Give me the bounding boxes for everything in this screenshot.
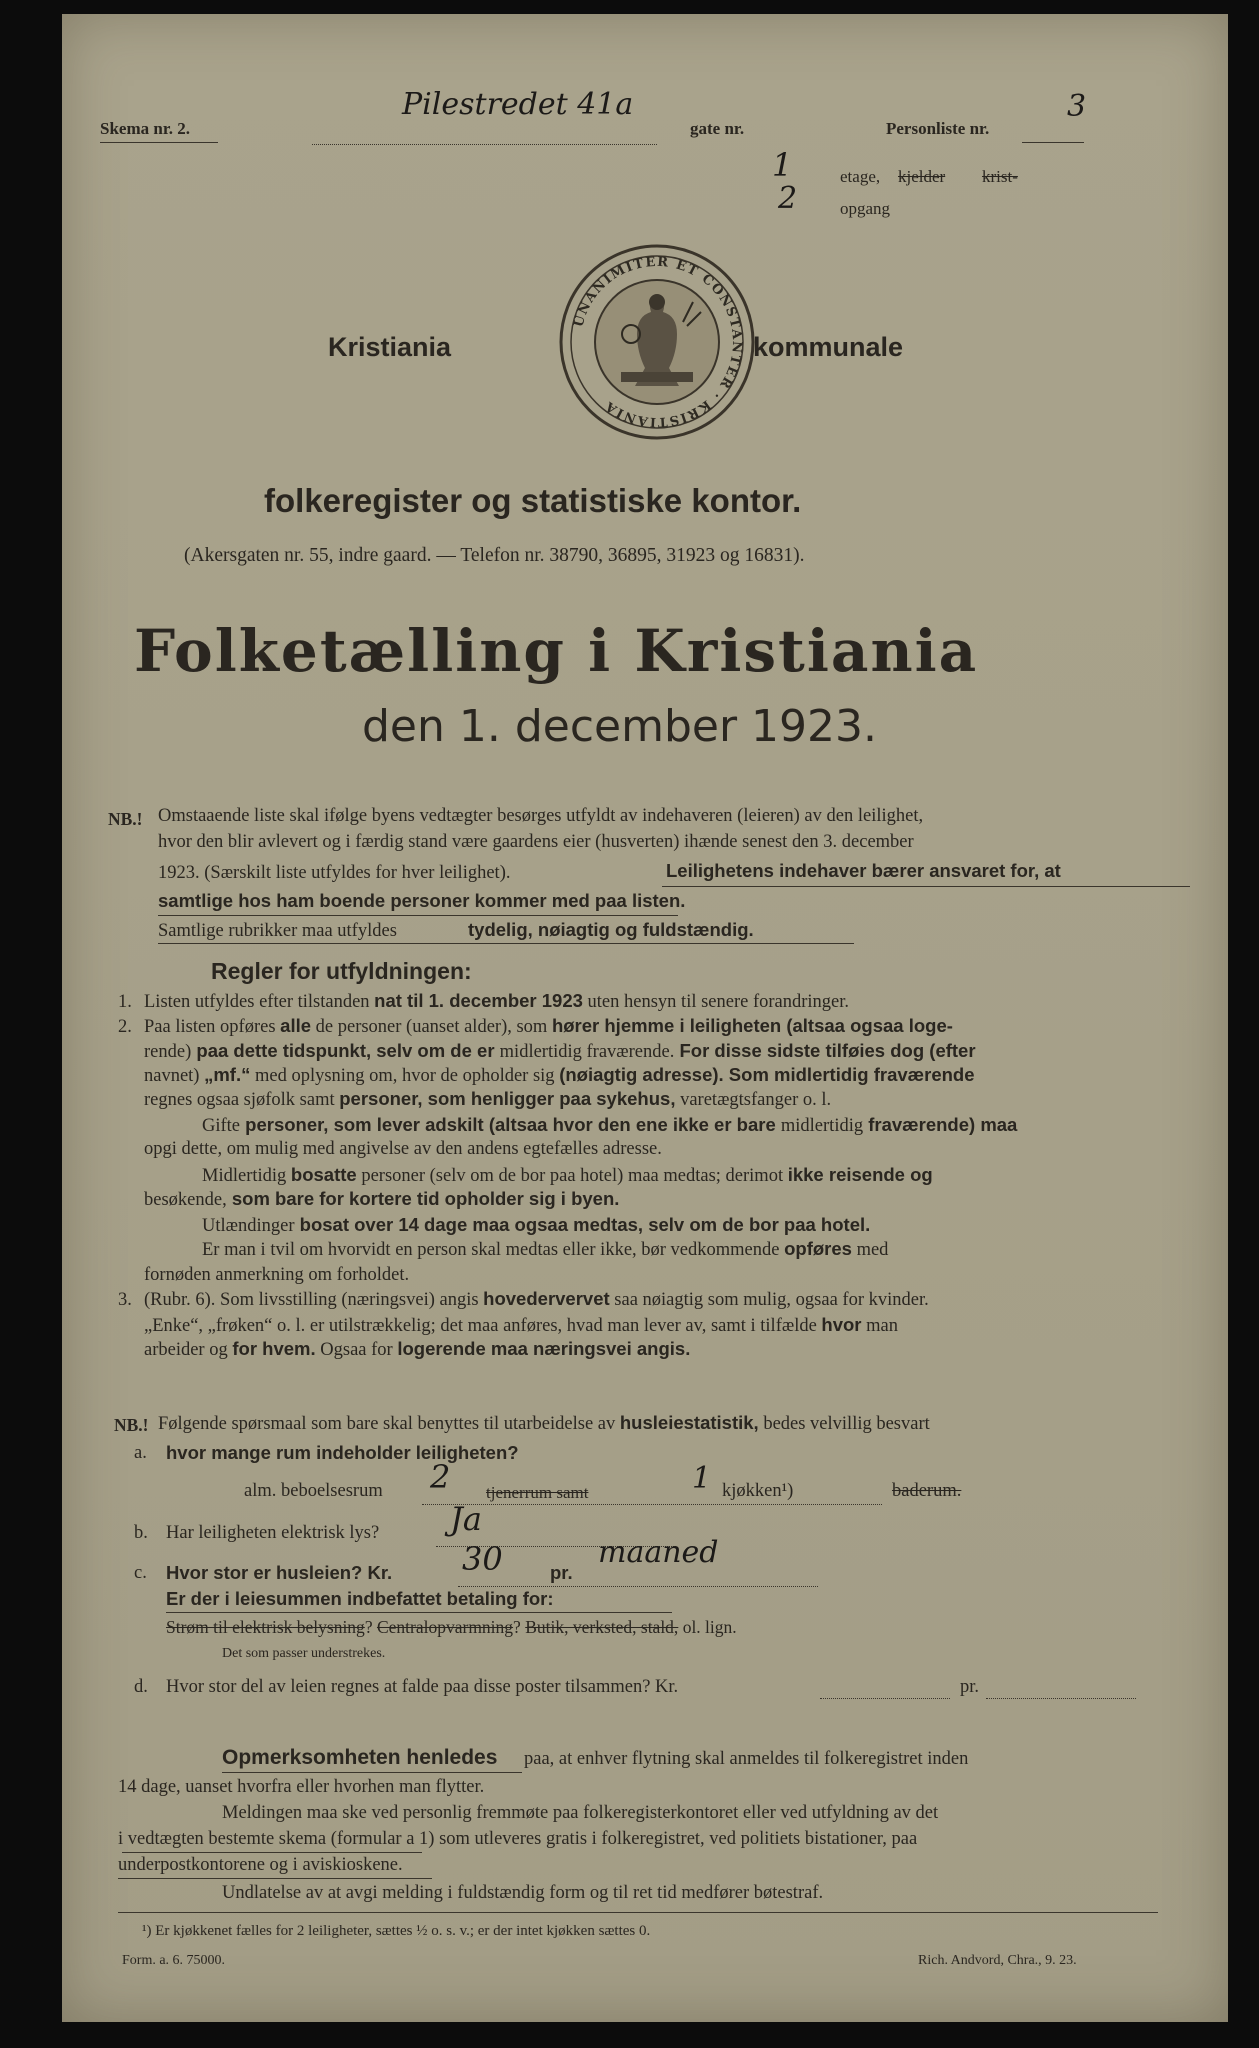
question-a-text: hvor mange rum indeholder leiligheten? — [166, 1442, 519, 1463]
rule-segment: hører hjemme i leiligheten (altsaa ogsaa loge- — [551, 1015, 953, 1036]
rule-line — [118, 1338, 690, 1361]
census-title: Folketælling i Kristiania — [134, 617, 979, 685]
rooms-label: alm. beboelsesrum — [244, 1481, 383, 1501]
rule-segment: navnet) — [144, 1066, 205, 1086]
kjelder-struck: kjelder — [898, 167, 946, 186]
nb1-line-4: samtlige hos ham boende personer kommer med paa listen. — [158, 890, 686, 911]
rule-segment: man — [861, 1316, 898, 1336]
rule-segment: Utlændinger — [202, 1216, 295, 1236]
rule-segment: varetægtsfanger o. l. — [675, 1090, 832, 1110]
rule-segment: besøkende, — [144, 1190, 227, 1210]
rule-segment: midlertidig — [780, 1116, 864, 1136]
rule-segment: uten hensyn til senere forandringer. — [582, 992, 850, 1012]
office-right-word: kommunale — [753, 332, 904, 362]
rule-segment: hvor — [821, 1314, 862, 1335]
rule-segment: alle — [280, 1015, 312, 1036]
notice-line-1: paa, at enhver flytning skal anmeldes til folkeregistret inden — [524, 1749, 969, 1769]
rule-segment: regnes ogsaa sjøfolk samt — [144, 1090, 340, 1110]
gate-nr-label: gate nr. — [690, 119, 745, 138]
census-date: den 1. december 1923. — [362, 701, 878, 752]
rule-segment: midlertidig fraværende. — [499, 1042, 675, 1062]
question-d-text: Hvor stor del av leien regnes at falde paa disse poster tilsammen? Kr. — [166, 1677, 679, 1697]
rule-segment: hovedervervet — [483, 1288, 610, 1309]
rule-segment: opføres — [784, 1238, 852, 1259]
nb2-label: NB.! — [114, 1415, 149, 1435]
nb1-line-3a: 1923. (Særskilt liste utfyldes for hver leilighet). — [158, 863, 511, 883]
rule-segment: personer (selv om de bor paa hotel) maa medtas; derimot — [356, 1166, 788, 1186]
census-form-page — [62, 14, 1228, 2022]
rule-segment: fornøden anmerkning om forholdet. — [144, 1265, 410, 1285]
opgang-label: opgang — [840, 199, 891, 218]
rule-segment: rende) — [144, 1042, 192, 1062]
rule-line — [118, 990, 849, 1013]
rule-segment: (Rubr. 6). Som livsstilling (næringsvei) angis — [144, 1290, 484, 1310]
rule-segment: som bare for kortere tid opholder sig i byen. — [226, 1188, 620, 1209]
kitchen-label: kjøkken¹) — [722, 1481, 794, 1501]
notice-line-3: Meldingen maa ske ved personlig fremmøte paa folkeregisterkontoret eller ved utfyldning av det — [222, 1803, 939, 1823]
rule-line — [118, 1015, 953, 1038]
rule-segment: arbeider og — [144, 1340, 233, 1360]
nb1-line-5b: tydelig, nøiagtig og fuldstændig. — [468, 919, 754, 940]
rule-segment: for hvem. — [232, 1338, 316, 1359]
rule-segment: fraværende) maa — [863, 1114, 1018, 1135]
seal-legend: UNANIMITER ET CONSTANTER · KRISTIANIA — [571, 254, 745, 430]
notice-line-6: Undlatelse av at avgi melding i fuldstændig form og til ret tid medfører bøtestraf. — [222, 1883, 824, 1903]
kitchen-handwritten: 1 — [692, 1461, 712, 1496]
notice-heading: Opmerksomheten henledes — [222, 1746, 498, 1769]
rule-line — [118, 1188, 619, 1211]
city-seal-icon — [557, 242, 757, 442]
notice-line-4: i vedtægten bestemte skema (formular a 1) som utleveres gratis i folkeregistret, ved politiets bistationer, paa — [118, 1829, 918, 1849]
rule-number: 1. — [118, 992, 132, 1012]
opgang-handwritten: 2 — [778, 181, 798, 216]
question-a-label: a. — [134, 1443, 147, 1463]
rule-segment: bosat over 14 dage maa ogsaa medtas, selv om de bor paa hotel. — [294, 1214, 871, 1235]
form-number: Form. a. 6. 75000. — [122, 1953, 226, 1968]
rent-amount-handwritten: 30 — [462, 1540, 503, 1578]
office-name: folkeregister og statistiske kontor. — [264, 482, 802, 519]
rule-segment: Paa listen opføres — [144, 1017, 281, 1037]
rent-per-label: pr. — [550, 1562, 573, 1583]
included-items: Strøm til elektrisk belysning? Centralopvarmning? Butik, verksted, stald, ol. lign. — [166, 1617, 737, 1637]
question-d-label: d. — [134, 1677, 148, 1697]
rule-segment: ikke reisende og — [787, 1164, 933, 1185]
rule-line — [118, 1064, 975, 1087]
rule-line — [118, 1264, 409, 1286]
rule-line — [118, 1314, 898, 1337]
rule-line — [118, 1164, 933, 1187]
rule-segment: Listen utfyldes efter tilstanden — [144, 992, 375, 1012]
electric-light-answer-handwritten: Ja — [450, 1500, 482, 1538]
rule-segment: personer, som henligger paa sykehus, — [339, 1088, 676, 1109]
rule-segment: For disse sidste tilføies dog (efter — [674, 1040, 976, 1061]
rule-segment: Gifte — [202, 1116, 241, 1136]
rule-number: 3. — [118, 1290, 132, 1310]
rule-line — [118, 1214, 870, 1237]
nb2-intro: Følgende spørsmaal som bare skal benyttes til utarbeidelse av husleiestatistik, bedes velvillig besvart — [158, 1412, 930, 1434]
rule-number: 2. — [118, 1017, 132, 1037]
question-c-text: Hvor stor er husleien? Kr. — [166, 1562, 393, 1583]
personliste-label: Personliste nr. — [886, 119, 990, 138]
etage-label: etage, — [840, 167, 881, 186]
rule-segment: med oplysning om, hvor de opholder sig — [250, 1066, 560, 1086]
tjenerrum-struck: tjenerrum samt — [486, 1483, 589, 1502]
rule-segment: Ogsaa for — [315, 1340, 398, 1360]
rule-segment: „mf.“ — [204, 1064, 251, 1085]
question-b-text: Har leiligheten elektrisk lys? — [166, 1523, 380, 1543]
nb1-line-1: Omstaaende liste skal ifølge byens vedtægter besørges utfyldt av indehaveren (leieren) av den leilighet, — [158, 806, 924, 826]
rules-heading: Regler for utfyldningen: — [211, 958, 472, 984]
rule-segment: logerende maa næringsvei angis. — [397, 1338, 691, 1359]
rule-segment: paa dette tidspunkt, selv om de er — [191, 1040, 500, 1061]
rule-segment: bosatte — [290, 1164, 357, 1185]
rule-segment: nat til 1. december 1923 — [374, 990, 583, 1011]
question-c-sub: Er der i leiesummen indbefattet betaling for: — [166, 1588, 554, 1609]
question-c-label: c. — [134, 1563, 147, 1583]
nb1-line-3b: Leilighetens indehaver bærer ansvaret for, at — [666, 860, 1061, 881]
printer-credit: Rich. Andvord, Chra., 9. 23. — [918, 1953, 1077, 1968]
rule-line — [118, 1114, 1017, 1137]
rule-segment: Er man i tvil om hvorvidt en person skal medtas eller ikke, bør vedkommende — [202, 1240, 785, 1260]
question-d-per: pr. — [960, 1677, 980, 1697]
rooms-handwritten: 2 — [430, 1458, 451, 1496]
rule-segment: personer, som lever adskilt (altsaa hvor den ene ikke er bare — [240, 1114, 781, 1135]
personliste-number-handwritten: 3 — [1067, 89, 1087, 124]
baderum-struck: baderum. — [892, 1481, 962, 1501]
rule-segment: (nøiagtig adresse). Som midlertidig fraværende — [559, 1064, 975, 1085]
rule-segment: med — [851, 1240, 889, 1260]
rule-line — [118, 1288, 929, 1311]
street-handwritten: Pilestredet 41a — [402, 87, 634, 122]
rule-line — [118, 1238, 888, 1261]
rule-segment: Midlertidig — [202, 1166, 291, 1186]
rule-segment: de personer (uanset alder), som — [311, 1017, 552, 1037]
nb1-line-2: hvor den blir avlevert og i færdig stand være gaardens eier (husverten) ihænde senest den 3. december — [158, 832, 914, 852]
notice-line-2: 14 dage, uanset hvorfra eller hvorhen man flytter. — [118, 1777, 485, 1797]
skema-number: Skema nr. 2. — [100, 119, 191, 138]
office-address: (Akersgaten nr. 55, indre gaard. — Telefon nr. 38790, 36895, 31923 og 16831). — [184, 545, 805, 566]
underline-note: Det som passer understrekes. — [222, 1646, 386, 1661]
question-b-label: b. — [134, 1523, 148, 1543]
rule-segment: „Enke“, „frøken“ o. l. er utilstrækkelig; det maa anføres, hvad man lever av, samt i tilfælde — [144, 1316, 822, 1336]
notice-line-5: underpostkontorene og i aviskioskene. — [118, 1855, 403, 1875]
krist-struck: krist- — [982, 167, 1018, 186]
rule-line — [118, 1088, 831, 1111]
rule-segment: saa nøiagtig som mulig, ogsaa for kvinder. — [609, 1290, 929, 1310]
rule-segment: opgi dette, om mulig med angivelse av den andens egtefælles adresse. — [144, 1139, 662, 1159]
rent-period-handwritten: maaned — [598, 1535, 719, 1570]
nb1-line-5a: Samtlige rubrikker maa utfyldes — [158, 921, 397, 941]
footnote: ¹) Er kjøkkenet fælles for 2 leiligheter, sættes ½ o. s. v.; er der intet kjøkken sættes 0. — [142, 1923, 651, 1939]
office-left-word: Kristiania — [328, 332, 452, 362]
etage-handwritten: 1 — [772, 146, 793, 184]
rule-line — [118, 1040, 976, 1063]
nb1-label: NB.! — [108, 809, 143, 829]
rule-line — [118, 1138, 662, 1160]
